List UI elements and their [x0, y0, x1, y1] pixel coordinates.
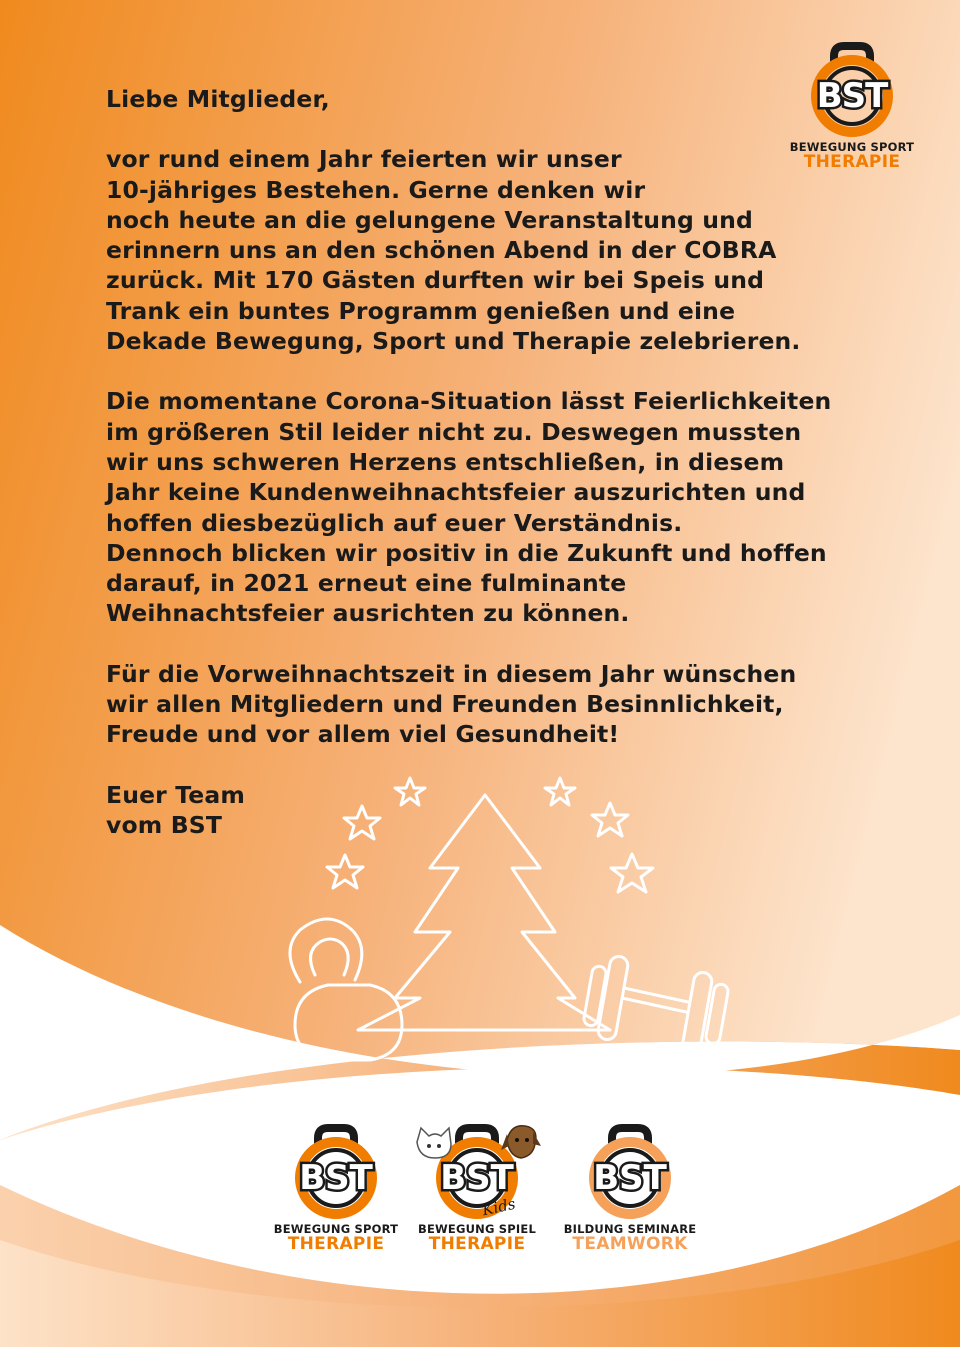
text-line: erinnern uns an den schönen Abend in der COBRA: [106, 236, 777, 265]
text-line: Jahr keine Kundenweihnachtsfeier auszurichten und: [106, 478, 806, 507]
christmas-tree-icon: [358, 795, 610, 1030]
logo-line2: TEAMWORK: [572, 1234, 688, 1254]
logo-mark: BST: [816, 76, 888, 116]
logo-line1: BEWEGUNG SPORT: [273, 1222, 399, 1236]
text-line: Weihnachtsfeier ausrichten zu können.: [106, 599, 630, 628]
logo-mark: BST: [440, 1158, 514, 1198]
text-line: wir allen Mitgliedern und Freunden Besinnlichkeit,: [106, 690, 784, 719]
star-icon: [327, 778, 653, 892]
text-line: wir uns schweren Herzens entschließen, in diesem: [106, 447, 785, 476]
paragraph-1: [106, 144, 906, 356]
text-line: Trank ein buntes Programm genießen und eine: [106, 296, 736, 325]
signature-line: vom BST: [106, 810, 223, 839]
paragraph-3: [106, 659, 906, 750]
logo-mark: BST: [299, 1158, 373, 1198]
text-line: Dennoch blicken wir positiv in die Zukunft und hoffen: [106, 538, 827, 567]
kettlebell-logo-icon: [407, 1120, 547, 1220]
kettlebell-icon: [290, 919, 402, 1060]
footer-logo-teamwork: [560, 1120, 700, 1255]
text-line: Für die Vorweihnachtszeit in diesem Jahr wünschen: [106, 659, 797, 688]
paragraph-2: [106, 386, 906, 628]
greeting: Liebe Mitglieder,: [106, 85, 330, 113]
barbell-icon: [583, 955, 729, 1057]
logo-line1: BEWEGUNG SPIEL: [418, 1222, 536, 1236]
text-line: 10-jähriges Bestehen. Gerne denken wir: [106, 175, 646, 204]
logo-sub: Kids: [480, 1194, 517, 1220]
text-line: Die momentane Corona-Situation lässt Feierlichkeiten: [106, 387, 832, 416]
logo-line2: THERAPIE: [287, 1234, 385, 1254]
text-line: hoffen diesbezüglich auf euer Verständnis.: [106, 508, 683, 537]
text-line: im größeren Stil leider nicht zu. Deswegen mussten: [106, 417, 802, 446]
logo-mark: BST: [593, 1158, 667, 1198]
footer-logo-kids: [407, 1120, 547, 1255]
logo-line1: BEWEGUNG SPORT: [789, 140, 915, 154]
christmas-illustration: [270, 770, 760, 1070]
kettlebell-logo-icon: [266, 1120, 406, 1220]
kettlebell-logo-icon: [560, 1120, 700, 1220]
text-line: vor rund einem Jahr feierten wir unser: [106, 145, 622, 174]
logo-line2: THERAPIE: [428, 1234, 526, 1254]
letter-body: [106, 84, 906, 840]
logo-line2: THERAPIE: [803, 152, 901, 172]
logo-line1: BILDUNG SEMINARE: [563, 1222, 697, 1236]
text-line: Freude und vor allem viel Gesundheit!: [106, 720, 620, 749]
text-line: darauf, in 2021 erneut eine fulminante: [106, 569, 627, 598]
text-line: Dekade Bewegung, Sport und Therapie zelebrieren.: [106, 327, 801, 356]
cat-icon: [417, 1128, 451, 1158]
text-line: zurück. Mit 170 Gästen durften wir bei Speis und: [106, 266, 765, 295]
footer-logo-sport: [266, 1120, 406, 1255]
signature-line: Euer Team: [106, 780, 246, 809]
text-line: noch heute an die gelungene Veranstaltung und: [106, 205, 753, 234]
